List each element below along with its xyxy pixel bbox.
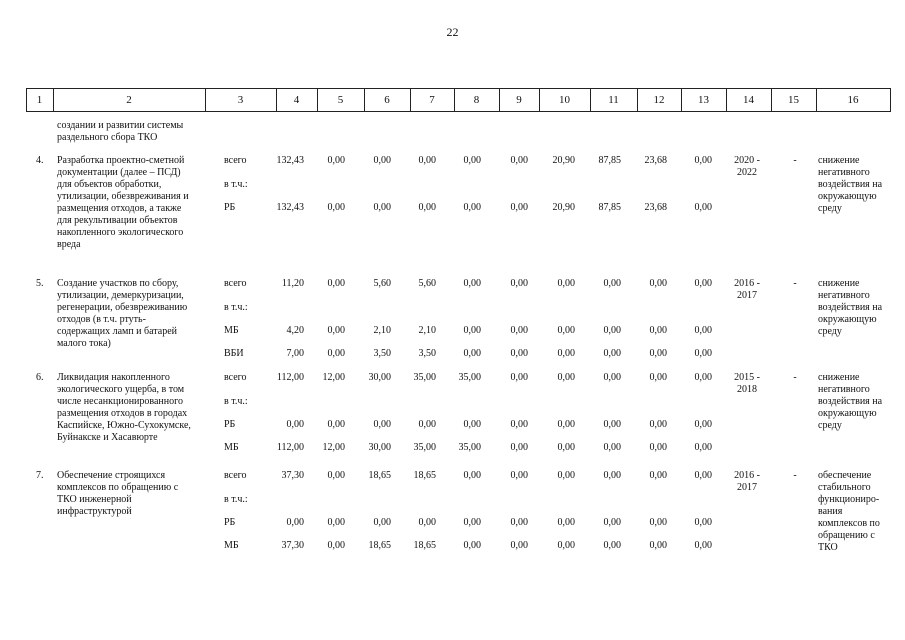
row-name: Обеспечение строящихся комплексов по обращению с ТКО инженерной инфраструктурой	[57, 470, 179, 517]
funding-value: 0,00	[603, 372, 621, 383]
funding-value: 0,00	[327, 470, 345, 481]
funding-value: 5,60	[373, 278, 391, 289]
funding-value: 18,65	[413, 540, 436, 551]
funding-value: 3,50	[373, 348, 391, 359]
funding-source: всего	[224, 155, 247, 166]
funding-value: 0,00	[649, 419, 667, 430]
funding-value: 0,00	[327, 155, 345, 166]
funding-value: 0,00	[603, 348, 621, 359]
funding-value: 23,68	[644, 155, 667, 166]
funding-value: 87,85	[598, 155, 621, 166]
funding-value: 0,00	[557, 372, 575, 383]
funding-value: 0,00	[557, 278, 575, 289]
funding-value: 0,00	[463, 470, 481, 481]
funding-value: 12,00	[322, 442, 345, 453]
funding-value: 0,00	[373, 419, 391, 430]
header-cell: 3	[237, 94, 244, 106]
funding-value: 0,00	[463, 202, 481, 213]
funding-source: МБ	[224, 325, 239, 336]
funding-value: 0,00	[694, 278, 712, 289]
funding-value: 0,00	[463, 540, 481, 551]
header-cell: 6	[384, 94, 390, 106]
funding-source: в т.ч.:	[224, 494, 248, 505]
funding-value: 0,00	[510, 517, 528, 528]
funding-value: 0,00	[557, 442, 575, 453]
funding-value: 0,00	[327, 517, 345, 528]
funding-value: 0,00	[557, 348, 575, 359]
funding-source: в т.ч.:	[224, 396, 248, 407]
row-number: 5.	[36, 278, 44, 289]
row-dash: -	[793, 278, 797, 289]
header-cell: 15	[788, 94, 799, 106]
row-number: 7.	[36, 470, 44, 481]
funding-value: 0,00	[603, 470, 621, 481]
row-period: 2015 - 2018	[734, 372, 760, 395]
funding-value: 0,00	[694, 155, 712, 166]
funding-value: 30,00	[368, 372, 391, 383]
funding-value: 0,00	[649, 348, 667, 359]
funding-value: 0,00	[649, 470, 667, 481]
funding-value: 0,00	[694, 419, 712, 430]
row-period: 2016 - 2017	[734, 278, 760, 301]
funding-value: 35,00	[413, 372, 436, 383]
row-result: снижение негативного воздействия на окружающую среду	[818, 372, 883, 431]
funding-value: 3,50	[418, 348, 436, 359]
funding-value: 0,00	[327, 325, 345, 336]
row-period: 2016 - 2017	[734, 470, 760, 493]
funding-value: 87,85	[598, 202, 621, 213]
funding-value: 0,00	[463, 155, 481, 166]
funding-value: 0,00	[510, 470, 528, 481]
funding-value: 0,00	[649, 278, 667, 289]
funding-value: 18,65	[368, 540, 391, 551]
funding-value: 35,00	[458, 442, 481, 453]
funding-value: 0,00	[557, 470, 575, 481]
funding-value: 5,60	[418, 278, 436, 289]
funding-value: 0,00	[510, 419, 528, 430]
header-cell: 16	[847, 94, 859, 106]
row-number: 4.	[36, 155, 44, 166]
funding-value: 30,00	[368, 442, 391, 453]
funding-value: 0,00	[694, 540, 712, 551]
funding-value: 0,00	[557, 325, 575, 336]
funding-source: МБ	[224, 540, 239, 551]
header-cell: 7	[429, 94, 435, 106]
row-name: Ликвидация накопленного экологического ущерба, в том числе несанкционированного размещения отходов в городах Каспийске, Южно-Сухокумске, Буйнакске и Хасавюрте	[57, 372, 191, 443]
funding-value: 0,00	[649, 540, 667, 551]
funding-value: 0,00	[373, 155, 391, 166]
funding-value: 0,00	[649, 442, 667, 453]
row-name: Создание участков по сбору, утилизации, демеркуризации, регенерации, обезвреживанию отходов (в т.ч. ртуть- содержащих ламп и батарей малого тока)	[57, 278, 188, 349]
funding-value: 0,00	[510, 372, 528, 383]
header-cell: 10	[559, 94, 570, 106]
header-cell: 5	[337, 94, 344, 106]
funding-value: 0,00	[557, 419, 575, 430]
funding-value: 0,00	[510, 442, 528, 453]
funding-source: в т.ч.:	[224, 302, 248, 313]
funding-value: 0,00	[327, 348, 345, 359]
funding-value: 0,00	[694, 470, 712, 481]
header-cell: 8	[473, 94, 480, 106]
row-name: Разработка проектно-сметной документации (далее – ПСД) для объектов обработки, утилизации, обезвреживания и размещения отходов, а также для рекультивации объектов накопленного экологического вреда	[57, 155, 189, 250]
funding-value: 112,00	[276, 442, 304, 453]
funding-value: 0,00	[694, 517, 712, 528]
funding-value: 0,00	[649, 517, 667, 528]
funding-value: 35,00	[413, 442, 436, 453]
funding-value: 0,00	[373, 517, 391, 528]
funding-value: 0,00	[418, 517, 436, 528]
funding-value: 0,00	[463, 348, 481, 359]
funding-value: 37,30	[281, 540, 304, 551]
funding-value: 0,00	[603, 540, 621, 551]
funding-value: 0,00	[603, 278, 621, 289]
row-dash: -	[793, 155, 797, 166]
page-number: 22	[446, 25, 459, 39]
header-cell: 13	[698, 94, 709, 106]
funding-value: 0,00	[510, 540, 528, 551]
row-result: обеспечение стабильного функциониро- вания комплексов по обращению с ТКО	[818, 470, 880, 553]
funding-value: 0,00	[418, 419, 436, 430]
funding-value: 0,00	[418, 202, 436, 213]
funding-source: ВБИ	[224, 348, 244, 359]
funding-value: 0,00	[694, 442, 712, 453]
funding-value: 0,00	[510, 278, 528, 289]
funding-value: 0,00	[603, 442, 621, 453]
funding-source: всего	[224, 470, 247, 481]
funding-value: 0,00	[557, 517, 575, 528]
funding-value: 0,00	[510, 348, 528, 359]
funding-value: 0,00	[327, 202, 345, 213]
funding-value: 132,43	[276, 202, 304, 213]
funding-source: РБ	[224, 517, 236, 528]
header-cell: 14	[743, 94, 754, 106]
header-cell: 1	[36, 94, 43, 106]
funding-value: 0,00	[510, 325, 528, 336]
funding-value: 0,00	[463, 517, 481, 528]
header-cell: 12	[653, 94, 665, 106]
funding-value: 0,00	[286, 517, 304, 528]
funding-value: 4,20	[286, 325, 304, 336]
funding-value: 37,30	[281, 470, 304, 481]
row-number: 6.	[36, 372, 44, 383]
header-cell: 2	[126, 94, 132, 106]
funding-value: 132,43	[276, 155, 304, 166]
funding-value: 0,00	[286, 419, 304, 430]
row-result: снижение негативного воздействия на окружающую среду	[818, 155, 883, 214]
funding-source: всего	[224, 372, 247, 383]
funding-value: 0,00	[603, 325, 621, 336]
funding-value: 0,00	[373, 202, 391, 213]
header-cell: 4	[293, 94, 300, 106]
row-dash: -	[793, 470, 797, 481]
funding-value: 20,90	[552, 202, 575, 213]
row-result: снижение негативного воздействия на окружающую среду	[818, 278, 883, 337]
funding-value: 11,20	[281, 278, 304, 289]
funding-value: 0,00	[463, 325, 481, 336]
header-cell: 9	[516, 94, 522, 106]
header-cell: 11	[608, 94, 619, 106]
funding-source: всего	[224, 278, 247, 289]
funding-source: в т.ч.:	[224, 179, 248, 190]
funding-source: РБ	[224, 202, 236, 213]
row-dash: -	[793, 372, 797, 383]
table-header	[26, 88, 891, 112]
row-period: 2020 - 2022	[734, 155, 760, 178]
funding-value: 0,00	[649, 372, 667, 383]
funding-value: 0,00	[694, 325, 712, 336]
funding-value: 0,00	[463, 278, 481, 289]
funding-value: 0,00	[327, 540, 345, 551]
funding-value: 2,10	[418, 325, 436, 336]
funding-value: 0,00	[327, 419, 345, 430]
funding-value: 20,90	[552, 155, 575, 166]
funding-source: МБ	[224, 442, 239, 453]
funding-value: 18,65	[368, 470, 391, 481]
funding-source: РБ	[224, 419, 236, 430]
funding-value: 0,00	[603, 517, 621, 528]
funding-value: 0,00	[694, 202, 712, 213]
funding-value: 23,68	[644, 202, 667, 213]
funding-value: 0,00	[327, 278, 345, 289]
funding-value: 0,00	[694, 372, 712, 383]
funding-value: 2,10	[373, 325, 391, 336]
funding-value: 0,00	[510, 202, 528, 213]
funding-value: 0,00	[694, 348, 712, 359]
funding-value: 35,00	[458, 372, 481, 383]
intro-text: создании и развитии системы раздельного сбора ТКО	[57, 120, 184, 143]
funding-value: 0,00	[510, 155, 528, 166]
funding-value: 0,00	[463, 419, 481, 430]
funding-value: 0,00	[649, 325, 667, 336]
funding-value: 0,00	[418, 155, 436, 166]
funding-value: 18,65	[413, 470, 436, 481]
funding-value: 0,00	[603, 419, 621, 430]
funding-value: 112,00	[276, 372, 304, 383]
funding-value: 7,00	[286, 348, 304, 359]
funding-value: 12,00	[322, 372, 345, 383]
funding-value: 0,00	[557, 540, 575, 551]
header-divider	[890, 89, 891, 111]
